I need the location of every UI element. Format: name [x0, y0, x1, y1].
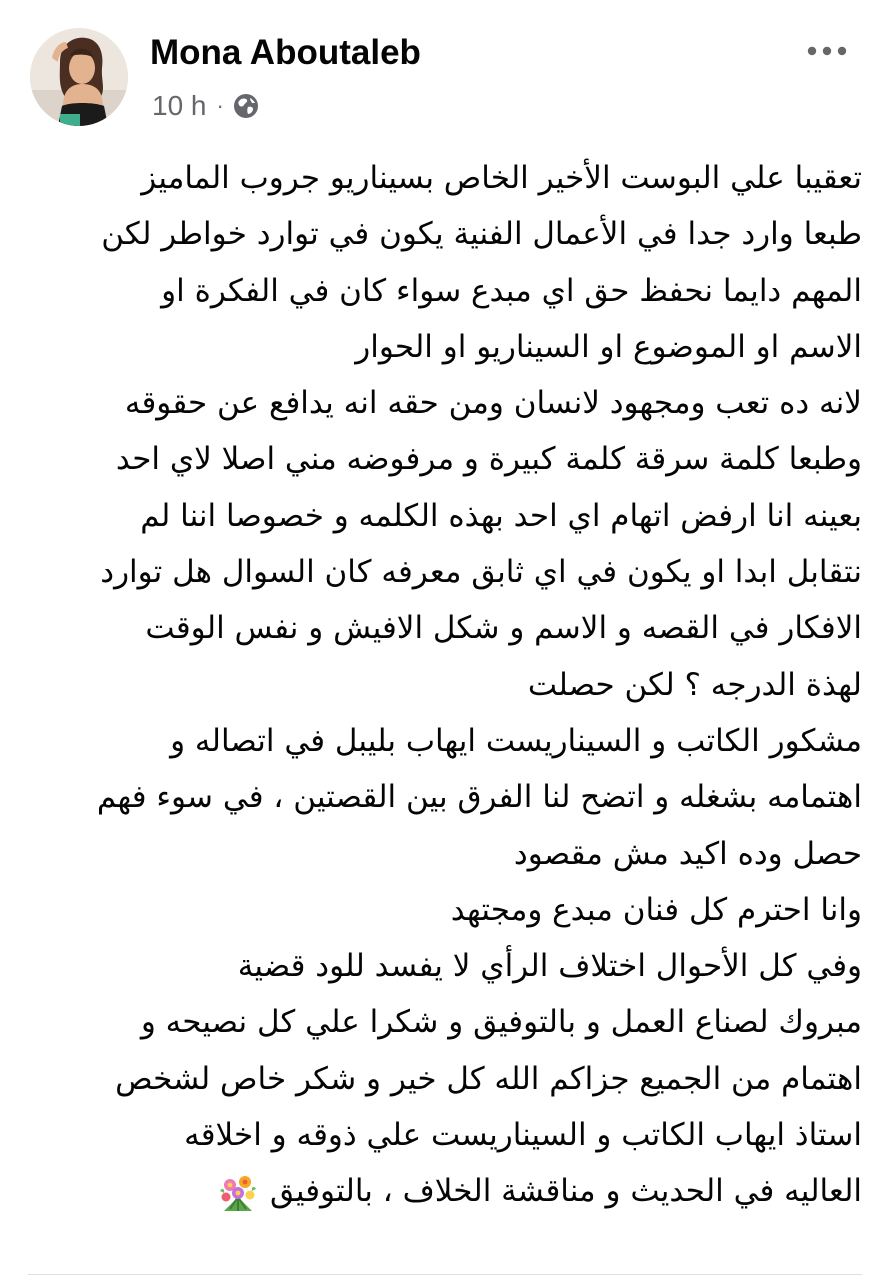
post-text: [28, 150, 862, 1220]
post-line: وانا احترم كل فنان مبدع ومجتهد: [450, 891, 862, 928]
post-line: لهذة الدرجه ؟ لكن حصلت: [527, 666, 862, 703]
post-line: بعينه انا ارفض اتهام اي احد بهذه الكلمه و خصوصا اننا لم: [140, 497, 862, 534]
post-line: المهم دايما نحفظ حق اي مبدع سواء كان في الفكرة او: [161, 272, 862, 309]
globe-icon[interactable]: [232, 92, 260, 120]
post-time[interactable]: 10 h: [152, 90, 207, 121]
post-line: وطبعا كلمة سرقة كلمة كبيرة و مرفوضه مني اصلا لاي احد: [115, 441, 862, 478]
post-line: وفي كل الأحوال اختلاف الرأي لا يفسد للود قضية: [237, 948, 862, 985]
avatar-photo: [30, 28, 128, 126]
post-line: الافكار في القصه و الاسم و شكل الافيش و نفس الوقت: [145, 610, 862, 647]
post-line: اهتمام من الجميع جزاكم الله كل خير و شكر خاص لشخص: [115, 1060, 862, 1097]
post-header: [0, 0, 890, 140]
post-line: طبعا وارد جدا في الأعمال الفنية يكون في توارد خواطر لكن: [101, 216, 862, 253]
post-line: الاسم او الموضوع او السيناريو او الحوار: [355, 328, 862, 365]
post-line: مبروك لصناع العمل و بالتوفيق و شكرا علي كل نصيحه و: [140, 1004, 862, 1041]
post-line: تعقيبا علي البوست الأخير الخاص بسيناريو جروب الماميز: [141, 160, 862, 196]
meta-separator: ·: [216, 93, 224, 118]
post-line: مشكور الكاتب و السيناريست ايهاب بليبل في اتصاله و: [170, 722, 862, 759]
post-line: حصل وده اكيد مش مقصود: [513, 835, 862, 872]
post-line: نتقابل ابدا او يكون في اي ثابق معرفه كان السوال هل توارد: [100, 554, 862, 591]
post-line: استاذ ايهاب الكاتب و السيناريست علي ذوقه و اخلاقه: [184, 1117, 862, 1154]
post-line: العاليه في الحديث و مناقشة الخلاف ، بالتوفيق: [269, 1173, 862, 1210]
post-meta: [152, 86, 260, 126]
post-line: اهتمامه بشغله و اتضح لنا الفرق بين القصتين ، في سوء فهم: [96, 779, 862, 816]
author-avatar[interactable]: [30, 28, 128, 126]
author-name[interactable]: Mona Aboutaleb: [150, 33, 421, 72]
post-last-line: [28, 1163, 862, 1219]
post-line: لانه ده تعب ومجهود لانسان ومن حقه انه يدافع عن حقوقه: [124, 385, 862, 422]
post-divider: [28, 1274, 862, 1275]
bouquet-icon: [216, 1171, 260, 1215]
more-options-icon[interactable]: [802, 36, 852, 66]
